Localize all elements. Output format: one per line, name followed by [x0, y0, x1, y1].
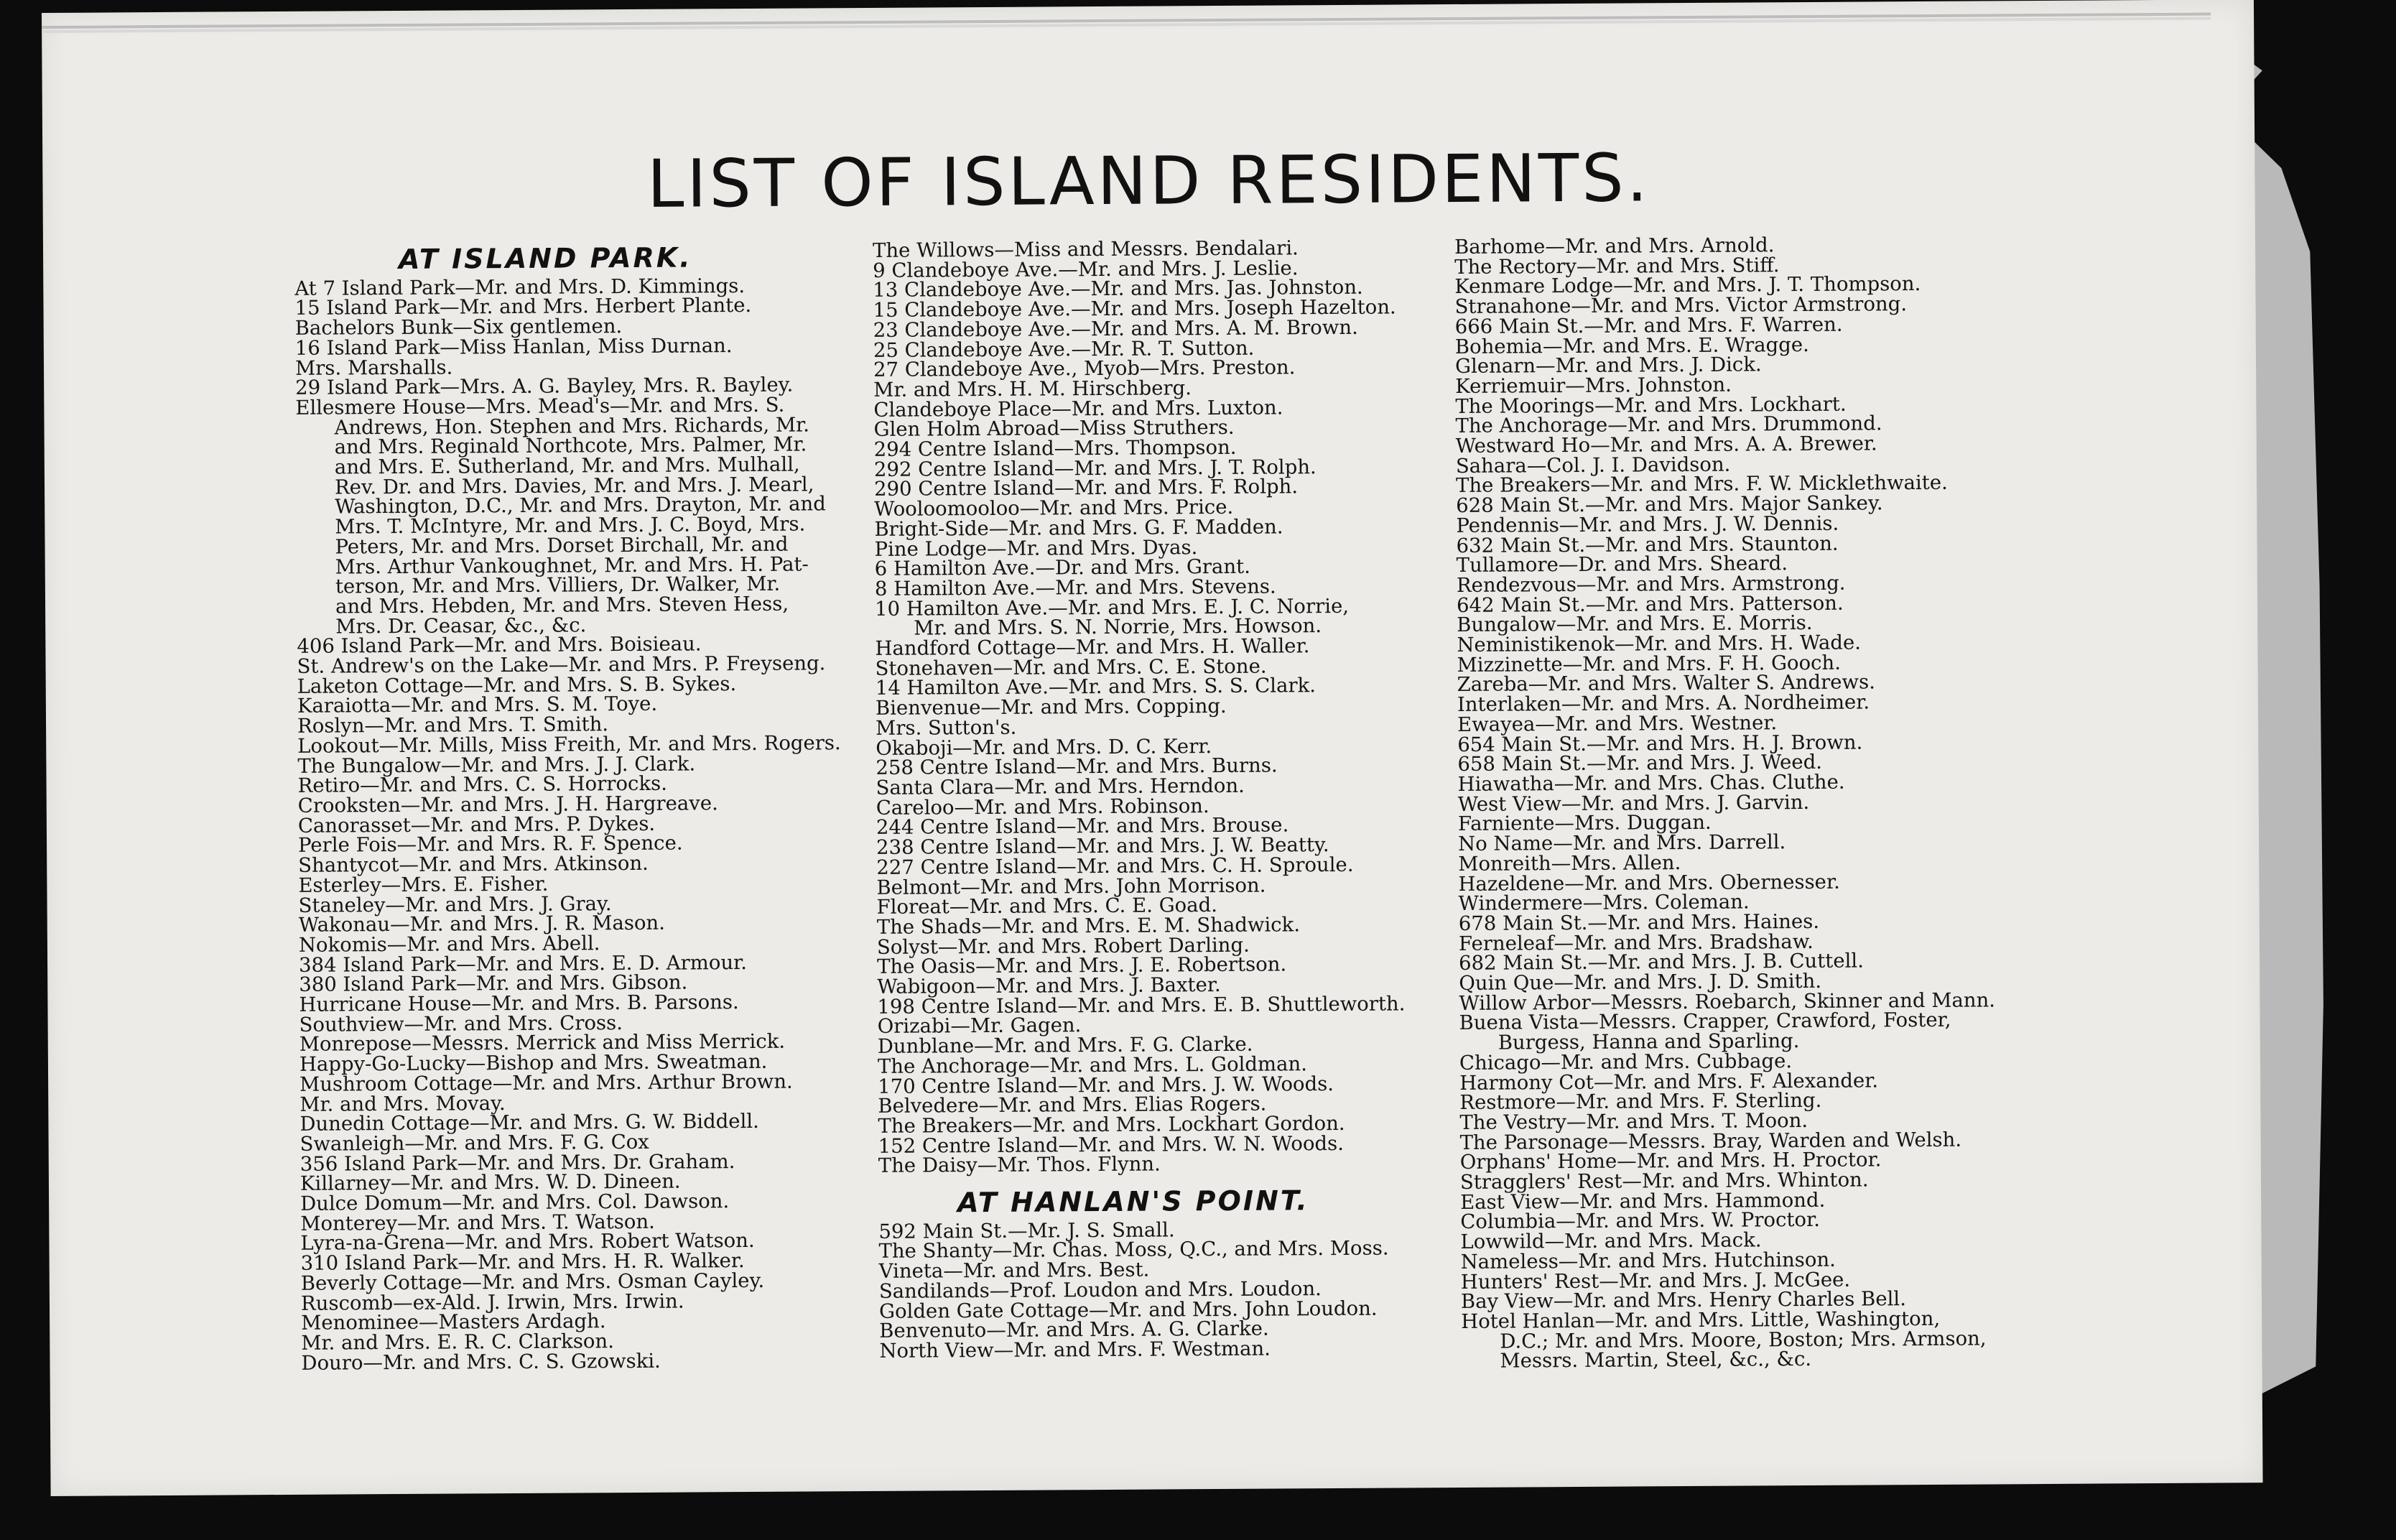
resident-entry: Dulce Domum—Mr. and Mrs. Col. Dawson. [300, 1189, 730, 1215]
resident-entry: Quin Que—Mr. and Mrs. J. D. Smith. [1459, 969, 1822, 995]
resident-entry: Mr. and Mrs. S. N. Norrie, Mrs. Howson. [914, 614, 1322, 640]
resident-entry: Interlaken—Mr. and Mrs. A. Nordheimer. [1457, 690, 1870, 717]
resident-entry: 16 Island Park—Miss Hanlan, Miss Durnan. [294, 333, 733, 360]
resident-entry: Glenarn—Mr. and Mrs. J. Dick. [1454, 353, 1762, 379]
resident-entry: The Vestry—Mr. and Mrs. T. Moon. [1459, 1108, 1808, 1134]
resident-entry: Nokomis—Mr. and Mrs. Abell. [298, 932, 600, 957]
resident-entry: 632 Main St.—Mr. and Mrs. Staunton. [1456, 532, 1839, 557]
resident-entry: 15 Clandeboye Ave.—Mr. and Mrs. Joseph Hazelton. [873, 295, 1396, 323]
resident-entry: Kenmare Lodge—Mr. and Mrs. J. T. Thompson. [1454, 272, 1921, 299]
resident-entry: Wabigoon—Mr. and Mrs. J. Baxter. [877, 973, 1221, 998]
resident-entry: 6 Hamilton Ave.—Dr. and Mrs. Grant. [874, 555, 1251, 581]
resident-entry: Pendennis—Mr. and Mrs. J. W. Dennis. [1456, 511, 1839, 537]
resident-entry: Bachelors Bunk—Six gentlemen. [294, 315, 623, 340]
resident-entry: Restmore—Mr. and Mrs. F. Sterling. [1459, 1089, 1822, 1115]
resident-entry: Solyst—Mr. and Mrs. Robert Darling. [876, 933, 1250, 959]
resident-entry: Neministikenok—Mr. and Mrs. H. Wade. [1457, 631, 1862, 657]
resident-entry: 29 Island Park—Mrs. A. G. Bayley, Mrs. R. Bayley. [295, 373, 794, 400]
resident-entry: Sandilands—Prof. Loudon and Mrs. Loudon. [878, 1277, 1322, 1303]
resident-entry: 666 Main St.—Mr. and Mrs. F. Warren. [1454, 312, 1843, 338]
resident-entry: Killarney—Mr. and Mrs. W. D. Dineen. [300, 1169, 681, 1196]
resident-entry: 198 Centre Island—Mr. and Mrs. E. B. Shuttleworth. [877, 992, 1406, 1019]
resident-entry: Hiawatha—Mr. and Mrs. Chas. Cluthe. [1457, 770, 1845, 796]
resident-entry: 27 Clandeboye Ave., Myob—Mrs. Preston. [873, 356, 1296, 382]
resident-entry: 654 Main St.—Mr. and Mrs. H. J. Brown. [1457, 730, 1863, 756]
resident-entry: 292 Centre Island—Mr. and Mrs. J. T. Rolph. [873, 455, 1317, 481]
resident-entry: 23 Clandeboye Ave.—Mr. and Mrs. A. M. Brown. [873, 315, 1358, 342]
resident-entry: Esterley—Mrs. E. Fisher. [298, 872, 549, 897]
resident-entry: Bienvenue—Mr. and Mrs. Copping. [875, 695, 1227, 720]
resident-entry: Dunedin Cottage—Mr. and Mrs. G. W. Biddell. [300, 1110, 759, 1136]
entry-list-left [294, 276, 876, 1374]
resident-entry: The Anchorage—Mr. and Mrs. L. Goldman. [877, 1052, 1308, 1078]
resident-entry: Pine Lodge—Mr. and Mrs. Dyas. [874, 535, 1198, 561]
resident-entry: and Mrs. Hebden, Mr. and Mrs. Steven Hess, [335, 592, 789, 618]
resident-entry: Happy-Go-Lucky—Bishop and Mrs. Sweatman. [299, 1049, 768, 1076]
resident-entry: and Mrs. Reginald Northcote, Mrs. Palmer, Mr. [334, 432, 807, 459]
resident-entry: Mr. and Mrs. Movay. [300, 1091, 506, 1116]
resident-entry: Bay View—Mr. and Mrs. Henry Charles Bell. [1460, 1287, 1906, 1314]
resident-entry: Orphans' Home—Mr. and Mrs. H. Proctor. [1459, 1148, 1882, 1174]
resident-entry: and Mrs. E. Sutherland, Mr. and Mrs. Mulhall, [334, 453, 800, 479]
resident-entry: Ellesmere House—Mrs. Mead's—Mr. and Mrs. S. [295, 393, 785, 419]
resident-entry: Stragglers' Rest—Mr. and Mrs. Whinton. [1459, 1168, 1869, 1195]
resident-entry: 258 Centre Island—Mr. and Mrs. Burns. [876, 753, 1278, 780]
resident-entry: The Moorings—Mr. and Mrs. Lockhart. [1455, 392, 1847, 418]
resident-entry: Vineta—Mr. and Mrs. Best. [878, 1258, 1150, 1284]
resident-entry: Bohemia—Mr. and Mrs. E. Wragge. [1454, 333, 1809, 358]
resident-entry: Burgess, Hanna and Sparling. [1498, 1029, 1800, 1054]
resident-entry: 310 Island Park—Mr. and Mrs. H. R. Walker. [300, 1249, 745, 1275]
section-heading-island-park: AT ISLAND PARK. [398, 241, 692, 275]
resident-entry: Buena Vista—Messrs. Crapper, Crawford, Foster, [1459, 1008, 1951, 1035]
resident-entry: Orizabi—Mr. Gagen. [877, 1013, 1082, 1039]
entry-list-hanlan [878, 1219, 1454, 1362]
resident-entry: Barhome—Mr. and Mrs. Arnold. [1454, 233, 1775, 259]
resident-entry: Perle Fois—Mr. and Mrs. R. F. Spence. [297, 831, 683, 858]
resident-entry: Messrs. Martin, Steel, &c., &c. [1500, 1348, 1812, 1373]
resident-entry: 592 Main St.—Mr. J. S. Small. [878, 1218, 1175, 1243]
resident-entry: St. Andrew's on the Lake—Mr. and Mrs. P. Freyseng. [297, 651, 826, 678]
entry-list-middle [873, 238, 1453, 1177]
resident-entry: Staneley—Mr. and Mrs. J. Gray. [298, 891, 612, 917]
resident-entry: The Shanty—Mr. Chas. Moss, Q.C., and Mrs. Moss. [878, 1237, 1389, 1263]
resident-entry: Hotel Hanlan—Mr. and Mrs. Little, Washington, [1461, 1307, 1941, 1333]
resident-entry: Bungalow—Mr. and Mrs. E. Morris. [1457, 611, 1813, 637]
resident-entry: North View—Mr. and Mrs. F. Westman. [879, 1337, 1271, 1363]
resident-entry: Bright-Side—Mr. and Mrs. G. F. Madden. [874, 515, 1283, 541]
resident-entry: Harmony Cot—Mr. and Mrs. F. Alexander. [1459, 1068, 1879, 1095]
resident-entry: 9 Clandeboye Ave.—Mr. and Mrs. J. Leslie. [873, 256, 1299, 282]
resident-entry: The Willows—Miss and Messrs. Bendalari. [872, 236, 1299, 262]
resident-entry: Stonehaven—Mr. and Mrs. C. E. Stone. [875, 654, 1267, 680]
resident-entry: The Parsonage—Messrs. Bray, Warden and Welsh. [1459, 1128, 1962, 1154]
resident-entry: Roslyn—Mr. and Mrs. T. Smith. [297, 713, 609, 738]
page-title: LIST OF ISLAND RESIDENTS. [646, 139, 1651, 223]
resident-entry: Belmont—Mr. and Mrs. John Morrison. [876, 873, 1266, 899]
resident-entry: 10 Hamilton Ave.—Mr. and Mrs. E. J. C. Norrie, [874, 594, 1350, 621]
resident-entry: East View—Mr. and Mrs. Hammond. [1460, 1188, 1826, 1214]
resident-entry: 290 Centre Island—Mr. and Mrs. F. Rolph. [873, 475, 1299, 501]
resident-entry: Peters, Mr. and Mrs. Dorset Birchall, Mr. and [335, 532, 789, 559]
resident-entry: 628 Main St.—Mr. and Mrs. Major Sankey. [1456, 491, 1883, 518]
resident-entry: Farniente—Mrs. Duggan. [1457, 811, 1712, 836]
resident-entry: 152 Centre Island—Mr. and Mrs. W. N. Woods. [878, 1131, 1345, 1158]
column-left [294, 241, 876, 1373]
resident-entry: Handford Cottage—Mr. and Mrs. H. Waller. [875, 634, 1310, 660]
resident-entry: Belvedere—Mr. and Mrs. Elias Rogers. [878, 1092, 1267, 1118]
resident-entry: 678 Main St.—Mr. and Mrs. Haines. [1458, 909, 1820, 935]
resident-entry: Windermere—Mrs. Coleman. [1458, 890, 1750, 916]
resident-entry: Mrs. T. McIntyre, Mr. and Mrs. J. C. Boyd, Mrs. [335, 512, 806, 539]
resident-entry: Columbia—Mr. and Mrs. W. Proctor. [1460, 1208, 1821, 1234]
resident-entry: 227 Centre Island—Mr. and Mrs. C. H. Sproule. [876, 853, 1354, 879]
resident-entry: Nameless—Mr. and Mrs. Hutchinson. [1460, 1248, 1836, 1274]
resident-entry: Okaboji—Mr. and Mrs. D. C. Kerr. [876, 734, 1212, 760]
resident-entry: Retiro—Mr. and Mrs. C. S. Horrocks. [297, 771, 668, 798]
resident-entry: Golden Gate Cottage—Mr. and Mrs. John Loudon. [878, 1297, 1378, 1323]
entry-list-right [1454, 234, 2036, 1372]
resident-entry: Mr. and Mrs. E. R. C. Clarkson. [301, 1330, 614, 1355]
resident-entry: Hurricane House—Mr. and Mrs. B. Parsons. [299, 991, 739, 1016]
resident-entry: Mrs. Dr. Ceasar, &c., &c. [335, 613, 587, 639]
resident-entry: The Bungalow—Mr. and Mrs. J. J. Clark. [297, 752, 696, 778]
resident-entry: 294 Centre Island—Mrs. Thompson. [873, 435, 1237, 461]
resident-entry: Westward Ho—Mr. and Mrs. A. A. Brewer. [1455, 432, 1877, 458]
resident-entry: Beverly Cottage—Mr. and Mrs. Osman Cayley. [300, 1268, 765, 1295]
resident-entry: Dunblane—Mr. and Mrs. F. G. Clarke. [877, 1032, 1253, 1059]
resident-entry: The Rectory—Mr. and Mrs. Stiff. [1454, 253, 1780, 279]
column-right [1454, 234, 2036, 1372]
resident-entry: Glen Holm Abroad—Miss Struthers. [873, 416, 1235, 442]
resident-entry: 658 Main St.—Mr. and Mrs. J. Weed. [1457, 751, 1823, 776]
resident-entry: Wooloomooloo—Mr. and Mrs. Price. [874, 496, 1234, 521]
resident-entry: Clandeboye Place—Mr. and Mrs. Luxton. [873, 396, 1283, 422]
resident-entry: 356 Island Park—Mr. and Mrs. Dr. Graham. [300, 1149, 735, 1176]
resident-entry: Monreith—Mrs. Allen. [1458, 850, 1681, 876]
resident-entry: Rev. Dr. and Mrs. Davies, Mr. and Mrs. J. Mearl, [334, 473, 814, 499]
resident-entry: Santa Clara—Mr. and Mrs. Herndon. [876, 774, 1245, 799]
scanned-page [42, 0, 2263, 1496]
resident-entry: 13 Clandeboye Ave.—Mr. and Mrs. Jas. Johnston. [873, 276, 1363, 302]
resident-entry: Lyra-na-Grena—Mr. and Mrs. Robert Watson. [300, 1229, 755, 1256]
resident-entry: Ewayea—Mr. and Mrs. Westner. [1457, 711, 1778, 736]
resident-entry: Hazeldene—Mr. and Mrs. Obernesser. [1458, 870, 1840, 896]
resident-entry: No Name—Mr. and Mrs. Darrell. [1458, 830, 1786, 856]
resident-entry: Crooksten—Mr. and Mrs. J. H. Hargreave. [297, 792, 718, 817]
resident-entry: Zareba—Mr. and Mrs. Walter S. Andrews. [1457, 670, 1875, 697]
resident-entry: Douro—Mr. and Mrs. C. S. Gzowski. [301, 1349, 661, 1375]
resident-entry: Floreat—Mr. and Mrs. C. E. Goad. [876, 894, 1217, 919]
resident-entry: 8 Hamilton Ave.—Mr. and Mrs. Stevens. [874, 575, 1276, 600]
resident-entry: Willow Arbor—Messrs. Roebarch, Skinner and Mann. [1459, 988, 1996, 1015]
resident-entry: Washington, D.C., Mr. and Mrs. Drayton, Mr. and [335, 492, 826, 519]
resident-entry: Monterey—Mr. and Mrs. T. Watson. [300, 1210, 655, 1235]
resident-entry: Karaiotta—Mr. and Mrs. S. M. Toye. [297, 692, 658, 718]
resident-entry: 25 Clandeboye Ave.—Mr. R. T. Sutton. [873, 336, 1255, 362]
page-top-edge [42, 13, 2211, 29]
resident-entry: Shantycot—Mr. and Mrs. Atkinson. [298, 851, 649, 877]
resident-entry: 244 Centre Island—Mr. and Mrs. Brouse. [876, 813, 1289, 840]
resident-entry: The Shads—Mr. and Mrs. E. M. Shadwick. [876, 913, 1301, 939]
resident-entry: Wakonau—Mr. and Mrs. J. R. Mason. [298, 911, 666, 937]
resident-entry: Swanleigh—Mr. and Mrs. F. G. Cox [300, 1130, 649, 1156]
column-middle [873, 238, 1454, 1362]
resident-entry: 406 Island Park—Mr. and Mrs. Boisieau. [297, 632, 702, 659]
resident-entry: Hunters' Rest—Mr. and Mrs. J. McGee. [1460, 1268, 1851, 1294]
resident-entry: 170 Centre Island—Mr. and Mrs. J. W. Woods. [878, 1072, 1334, 1098]
resident-entry: 14 Hamilton Ave.—Mr. and Mrs. S. S. Clark. [875, 674, 1317, 700]
resident-entry: The Anchorage—Mr. and Mrs. Drummond. [1455, 412, 1882, 438]
resident-entry: Lookout—Mr. Mills, Miss Freith, Mr. and Mrs. Rogers. [297, 731, 841, 758]
resident-entry: Tullamore—Dr. and Mrs. Sheard. [1456, 552, 1788, 578]
resident-entry: Monrepose—Messrs. Merrick and Miss Merrick. [299, 1030, 786, 1057]
resident-entry: Stranahone—Mr. and Mrs. Victor Armstrong. [1454, 292, 1908, 319]
resident-entry: Sahara—Col. J. I. Davidson. [1455, 453, 1731, 478]
resident-entry: Mizzinette—Mr. and Mrs. F. H. Gooch. [1457, 651, 1842, 677]
resident-entry: Mrs. Marshalls. [294, 356, 453, 380]
resident-entry: Mrs. Sutton's. [876, 715, 1017, 740]
resident-entry: Canorasset—Mr. and Mrs. P. Dykes. [297, 812, 656, 838]
resident-entry: Laketon Cottage—Mr. and Mrs. S. B. Sykes. [297, 672, 737, 698]
resident-entry: Kerriemuir—Mrs. Johnston. [1455, 373, 1732, 398]
resident-entry: 238 Centre Island—Mr. and Mrs. J. W. Beatty. [876, 833, 1329, 860]
resident-entry: Andrews, Hon. Stephen and Mrs. Richards, Mr. [334, 413, 810, 440]
resident-entry: 642 Main St.—Mr. and Mrs. Patterson. [1456, 591, 1844, 617]
resident-entry: Benvenuto—Mr. and Mrs. A. G. Clarke. [879, 1317, 1269, 1343]
resident-entry: Southview—Mr. and Mrs. Cross. [299, 1011, 623, 1036]
resident-entry: Menominee—Masters Ardagh. [301, 1309, 606, 1335]
resident-entry: At 7 Island Park—Mr. and Mrs. D. Kimmings. [294, 274, 746, 300]
resident-entry: Ruscomb—ex-Ald. J. Irwin, Mrs. Irwin. [300, 1289, 684, 1315]
resident-entry: Lowwild—Mr. and Mrs. Mack. [1460, 1228, 1762, 1254]
resident-entry: The Daisy—Mr. Thos. Flynn. [878, 1152, 1161, 1178]
resident-entry: Chicago—Mr. and Mrs. Cubbage. [1459, 1049, 1793, 1075]
resident-entry: D.C.; Mr. and Mrs. Moore, Boston; Mrs. Armson, [1500, 1327, 1987, 1353]
section-heading-hanlans-point: AT HANLAN'S POINT. [957, 1184, 1309, 1219]
resident-entry: 15 Island Park—Mr. and Mrs. Herbert Plante. [294, 294, 752, 320]
resident-entry: The Oasis—Mr. and Mrs. J. E. Robertson. [877, 952, 1287, 979]
resident-entry: West View—Mr. and Mrs. J. Garvin. [1457, 790, 1810, 816]
resident-entry: 380 Island Park—Mr. and Mrs. Gibson. [299, 970, 688, 997]
resident-entry: Mushroom Cottage—Mr. and Mrs. Arthur Brown. [300, 1070, 793, 1096]
resident-entry: The Breakers—Mr. and Mrs. F. W. Micklethwaite. [1455, 471, 1948, 498]
resident-entry: 682 Main St.—Mr. and Mrs. J. B. Cuttell. [1459, 949, 1865, 975]
resident-entry: terson, Mr. and Mrs. Villiers, Dr. Walker, Mr. [335, 572, 781, 598]
resident-entry: Ferneleaf—Mr. and Mrs. Bradshaw. [1458, 929, 1814, 955]
resident-entry: Rendezvous—Mr. and Mrs. Armstrong. [1456, 571, 1846, 597]
resident-entry: 384 Island Park—Mr. and Mrs. E. D. Armour. [299, 950, 748, 977]
resident-entry: The Breakers—Mr. and Mrs. Lockhart Gordon. [878, 1111, 1345, 1138]
resident-entry: Careloo—Mr. and Mrs. Robinson. [876, 794, 1209, 820]
resident-entry: Mrs. Arthur Vankoughnet, Mr. and Mrs. H. Pat- [335, 552, 809, 579]
resident-entry: Mr. and Mrs. H. M. Hirschberg. [873, 376, 1192, 402]
